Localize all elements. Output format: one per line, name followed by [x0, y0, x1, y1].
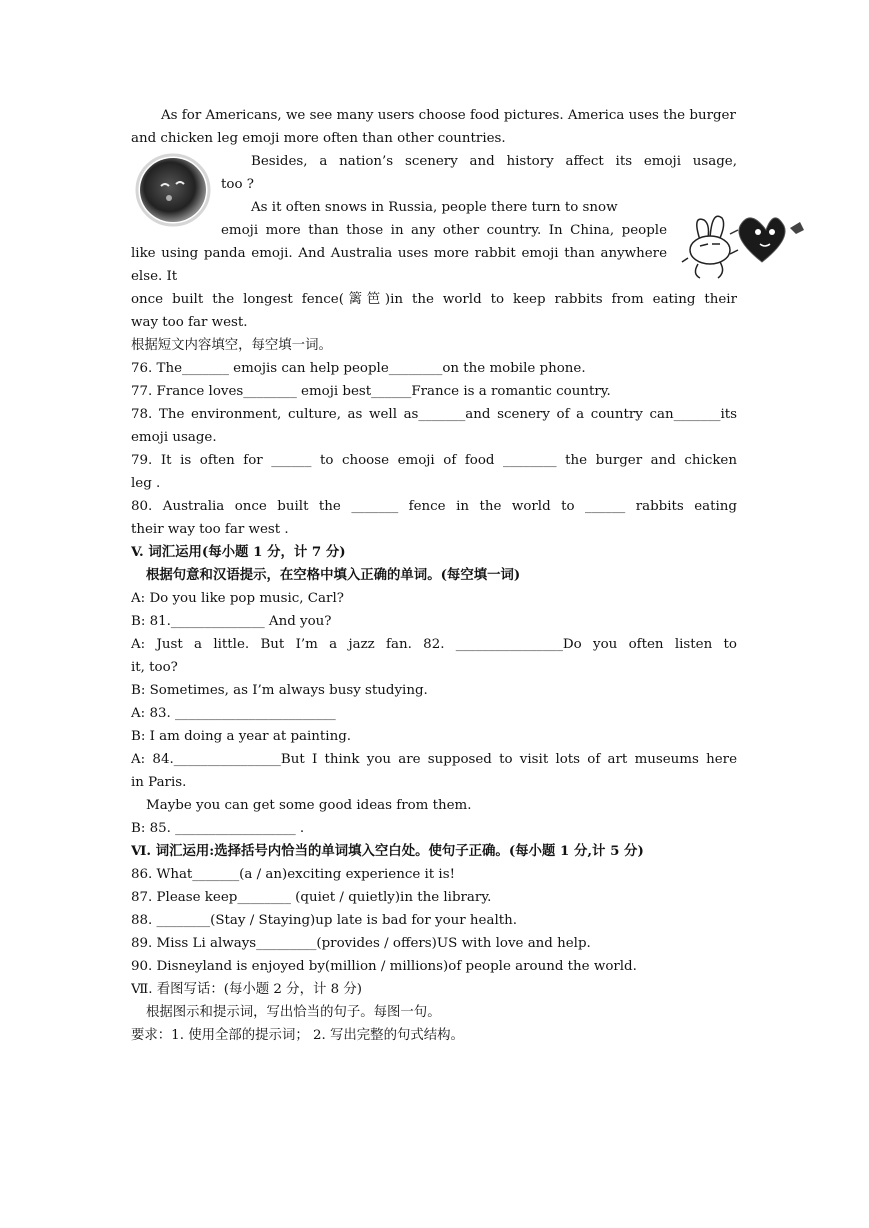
section-title: Ⅵ. 词汇运用:选择括号内恰当的单词填入空白处。使句子正确。(每小题 1 分,计 5 分) — [131, 843, 644, 859]
question-item: 80. Australia once built the _______ fence in the world to ______ rabbits eating — [131, 499, 737, 514]
section-requirements: 要求：1. 使用全部的提示词； 2. 写出完整的句式结构。 — [131, 1028, 464, 1043]
question-item: 90. Disneyland is enjoyed by(million / millions)of people around the world. — [131, 959, 637, 974]
question-item: 77. France loves________ emoji best______France is a romantic country. — [131, 384, 611, 399]
dialogue-line: A: 83. ________________________ — [131, 706, 336, 721]
dialogue-line: Maybe you can get some good ideas from them. — [146, 798, 472, 813]
section-title: V. 词汇运用(每小题 1 分，计 7 分) — [131, 544, 346, 560]
dialogue-line: A: Just a little. But I’m a jazz fan. 82. ________________Do you often listen to — [131, 637, 737, 652]
passage-line: As for Americans, we see many users choose food pictures. America uses the burger — [161, 108, 736, 123]
passage-line: once built the longest fence(篱笆)in the world to keep rabbits from eating their — [131, 292, 737, 307]
dialogue-line: A: Do you like pop music, Carl? — [131, 591, 344, 606]
dialogue-line: it, too? — [131, 660, 178, 675]
dialogue-line: B: I am doing a year at painting. — [131, 729, 352, 744]
dialogue-line: B: 85. __________________ . — [131, 821, 305, 836]
section-instruction: 根据短文内容填空，每空填一词。 — [131, 338, 332, 353]
dialogue-line: in Paris. — [131, 775, 187, 790]
question-item: 78. The environment, culture, as well as_______and scenery of a country can_______its — [131, 407, 737, 422]
question-item: their way too far west . — [131, 522, 289, 537]
section-instruction: 根据图示和提示词，写出恰当的句子。每图一句。 — [146, 1005, 441, 1020]
section-instruction: 根据句意和汉语提示，在空格中填入正确的单词。(每空填一词) — [146, 567, 521, 583]
question-item: 76. The_______ emojis can help people________on the mobile phone. — [131, 361, 586, 376]
question-item: 79. It is often for ______ to choose emoji of food ________ the burger and chicken — [131, 453, 737, 468]
section-title: Ⅶ. 看图写话：(每小题 2 分，计 8 分) — [131, 982, 362, 997]
passage-line: else. It — [131, 269, 178, 284]
question-item: 86. What_______(a / an)exciting experience it is! — [131, 867, 455, 882]
passage-line: As it often snows in Russia, people there turn to snow — [251, 200, 618, 215]
passage-line: Besides, a nation’s scenery and history affect its emoji usage, — [251, 154, 737, 169]
question-item: 88. ________(Stay / Staying)up late is bad for your health. — [131, 913, 518, 928]
passage-line: too ? — [221, 177, 254, 192]
question-item: 89. Miss Li always_________(provides / offers)US with love and help. — [131, 936, 591, 951]
passage-line: way too far west. — [131, 315, 248, 330]
passage-line: like using panda emoji. And Australia uses more rabbit emoji than anywhere — [131, 246, 667, 261]
dialogue-line: B: Sometimes, as I’m always busy studying. — [131, 683, 428, 698]
dialogue-line: B: 81.______________ And you? — [131, 614, 332, 629]
question-item: emoji usage. — [131, 430, 217, 445]
passage-line: emoji more than those in any other country. In China, people — [221, 223, 667, 238]
question-item: 87. Please keep________ (quiet / quietly)in the library. — [131, 890, 492, 905]
passage-line: and chicken leg emoji more often than other countries. — [131, 131, 506, 146]
question-item: leg . — [131, 476, 161, 491]
document-body — [131, 104, 737, 1047]
dialogue-line: A: 84.________________But I think you are supposed to visit lots of art museums here — [131, 752, 737, 767]
